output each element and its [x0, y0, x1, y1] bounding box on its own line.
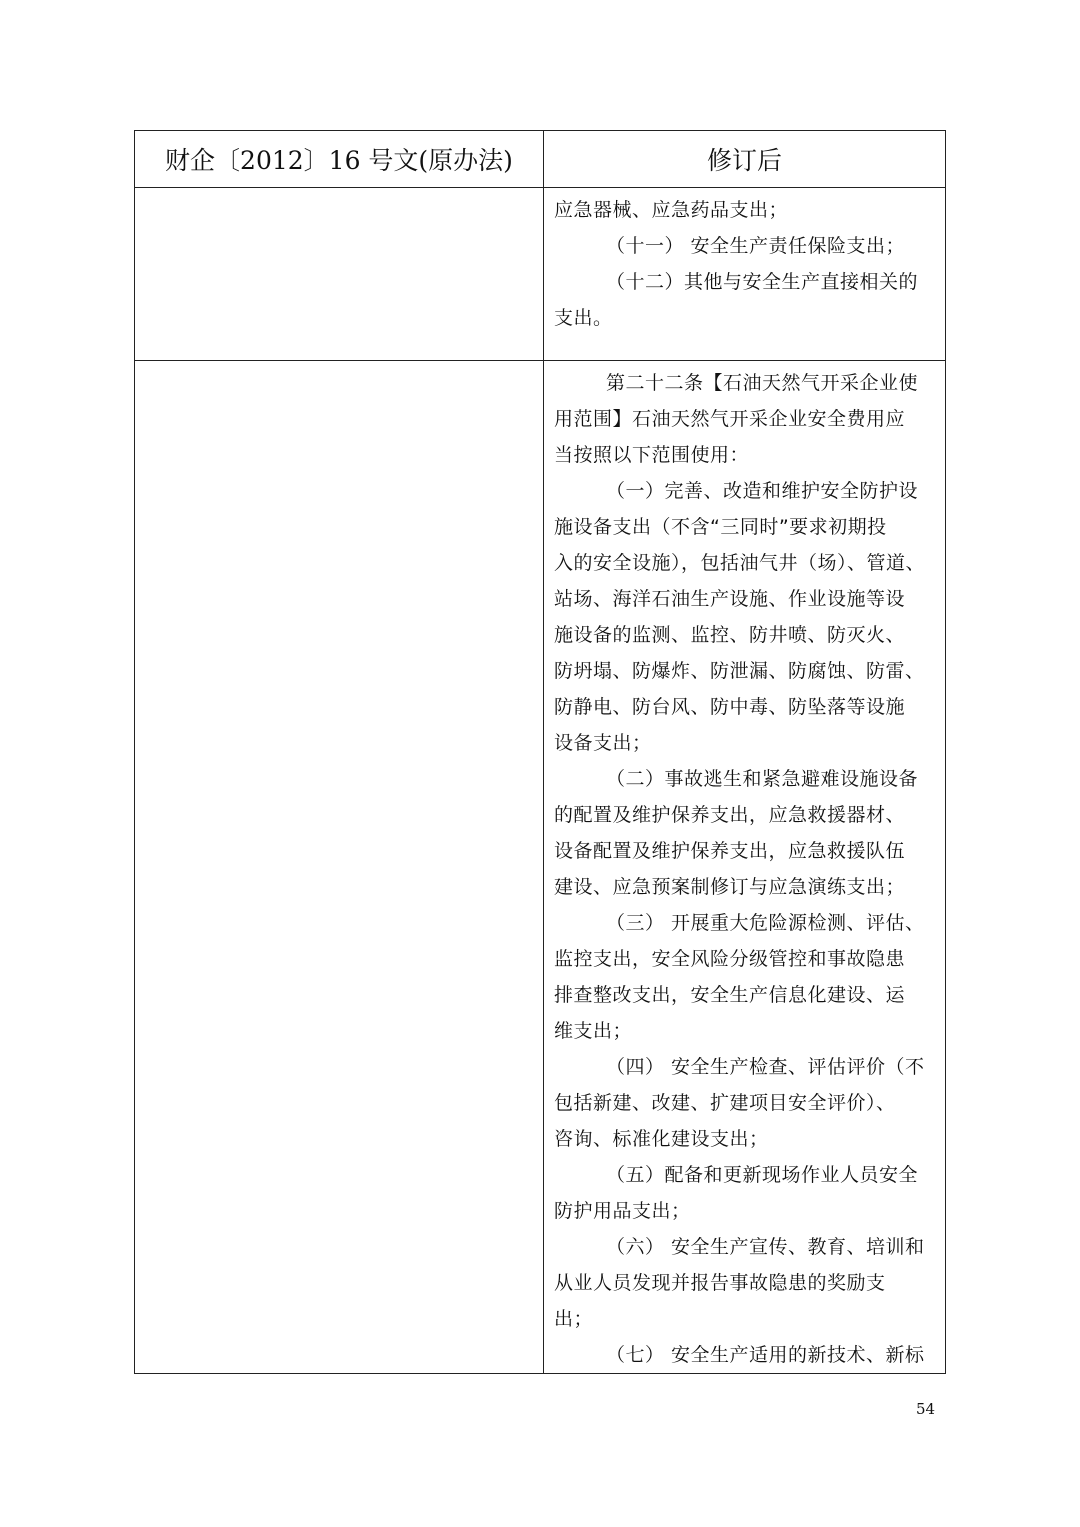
original-cell: [135, 188, 544, 361]
text-line: 包括新建、改建、扩建项目安全评价）、: [554, 1092, 896, 1114]
text-line: 施设备的监测、监控、防井喷、防灭火、: [554, 624, 906, 646]
text-line: 咨询、标准化建设支出；: [554, 1128, 769, 1150]
text-line: 支出。: [554, 307, 613, 329]
revised-cell: [544, 361, 946, 1374]
text-line: 建设、应急预案制修订与应急演练支出；: [554, 876, 906, 898]
text-line: （七） 安全生产适用的新技术、新标: [606, 1344, 925, 1366]
text-line: （六） 安全生产宣传、教育、培训和: [606, 1236, 925, 1258]
text-line: 出；: [554, 1308, 594, 1330]
revised-text-block: [544, 192, 945, 336]
text-line: 第二十二条【石油天然气开采企业使: [606, 372, 919, 394]
text-line: 从业人员发现并报告事故隐患的奖励支: [554, 1272, 886, 1294]
text-line: 设备支出；: [554, 732, 652, 754]
text-line: 站场、海洋石油生产设施、作业设施等设: [554, 588, 906, 610]
original-cell: [135, 361, 544, 1374]
text-line: （十二）其他与安全生产直接相关的: [606, 271, 919, 293]
text-line: 防护用品支出；: [554, 1200, 691, 1222]
table-row: [135, 361, 946, 1374]
text-line: 入的安全设施），包括油气井（场）、管道、: [554, 552, 926, 574]
header-revised: 修订后: [544, 131, 946, 188]
text-line: （四） 安全生产检查、评估评价（不: [606, 1056, 925, 1078]
text-line: 排查整改支出，安全生产信息化建设、运: [554, 984, 906, 1006]
text-line: 用范围】石油天然气开采企业安全费用应: [554, 408, 906, 430]
text-line: 施设备支出（不含“三同时”要求初期投: [554, 516, 887, 538]
text-line: （三） 开展重大危险源检测、评估、: [606, 912, 925, 934]
page-number: 54: [916, 1400, 936, 1418]
revised-text-block: [544, 365, 945, 1373]
comparison-table: [134, 130, 946, 1374]
text-line: 应急器械、应急药品支出；: [554, 199, 789, 221]
header-original: 财企〔2012〕16 号文(原办法): [135, 131, 544, 188]
text-line: （十一） 安全生产责任保险支出；: [606, 235, 906, 257]
text-line: 防静电、防台风、防中毒、防坠落等设施: [554, 696, 906, 718]
text-line: 监控支出，安全风险分级管控和事故隐患: [554, 948, 906, 970]
revised-cell: [544, 188, 946, 361]
text-line: （五）配备和更新现场作业人员安全: [606, 1164, 919, 1186]
text-line: （二）事故逃生和紧急避难设施设备: [606, 768, 919, 790]
text-line: 的配置及维护保养支出，应急救援器材、: [554, 804, 906, 826]
text-line: 设备配置及维护保养支出，应急救援队伍: [554, 840, 906, 862]
text-line: 防坍塌、防爆炸、防泄漏、防腐蚀、防雷、: [554, 660, 925, 682]
text-line: 当按照以下范围使用：: [554, 444, 750, 466]
table-row: [135, 188, 946, 361]
header-row: [135, 131, 946, 188]
text-line: 维支出；: [554, 1020, 633, 1042]
text-line: （一）完善、改造和维护安全防护设: [606, 480, 919, 502]
